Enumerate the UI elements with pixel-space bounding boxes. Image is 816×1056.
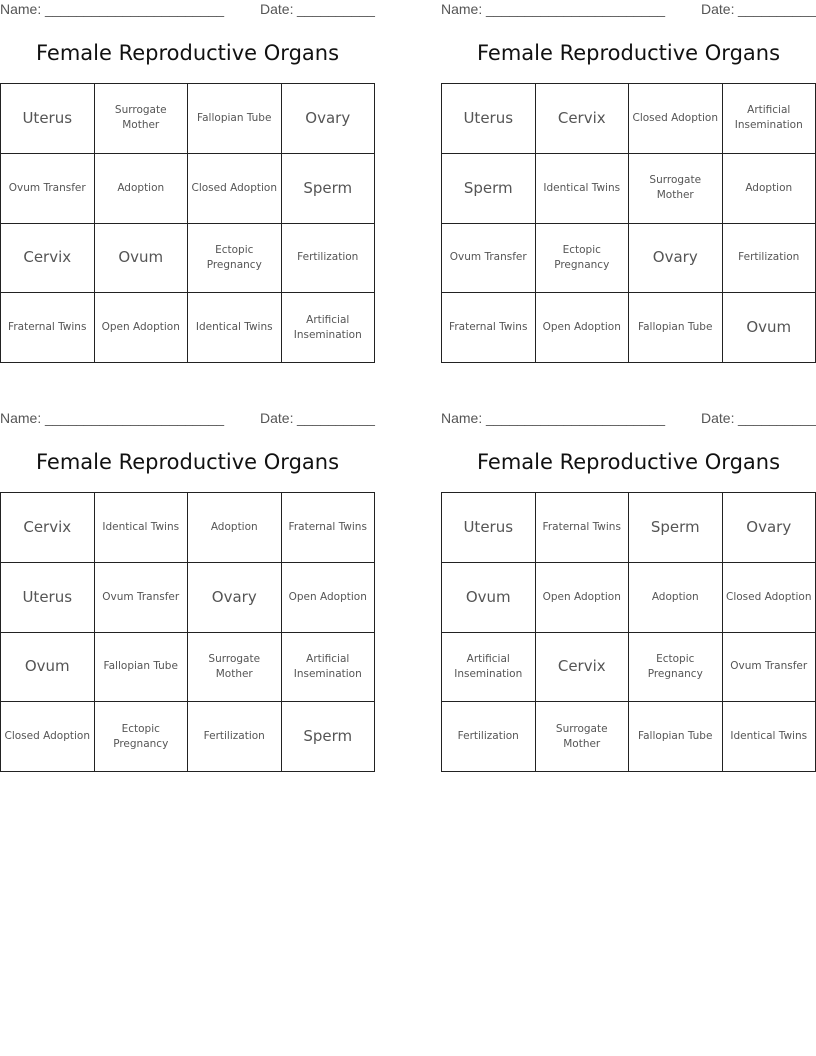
date-label: Date:: [260, 410, 294, 426]
bingo-cell: Surrogate Mother: [536, 702, 630, 772]
card-title: Female Reproductive Organs: [476, 41, 781, 65]
bingo-grid: [0, 492, 375, 772]
date-label: Date:: [701, 1, 735, 17]
bingo-cell: Cervix: [1, 224, 95, 294]
bingo-cell: Surrogate Mother: [629, 154, 723, 224]
date-field: __________: [297, 1, 375, 17]
bingo-cell: Adoption: [629, 563, 723, 633]
name-field: _______________________: [45, 410, 225, 426]
bingo-cell: Closed Adoption: [629, 84, 723, 154]
bingo-cell: Ectopic Pregnancy: [95, 702, 189, 772]
bingo-cell: Artificial Insemination: [282, 633, 376, 703]
bingo-cell: Ectopic Pregnancy: [629, 633, 723, 703]
bingo-cell: Cervix: [1, 493, 95, 563]
bingo-cell: Fertilization: [188, 702, 282, 772]
bingo-cell: Adoption: [723, 154, 816, 224]
date-label: Date:: [701, 410, 735, 426]
date-label: Date:: [260, 1, 294, 17]
name-label: Name:: [441, 1, 483, 17]
bingo-cell: Identical Twins: [188, 293, 282, 363]
bingo-cell: Adoption: [188, 493, 282, 563]
name-label: Name:: [441, 410, 483, 426]
bingo-cell: Open Adoption: [536, 563, 630, 633]
bingo-cell: Closed Adoption: [723, 563, 816, 633]
bingo-grid: [441, 83, 816, 363]
name-field: _______________________: [45, 1, 225, 17]
bingo-cell: Ovary: [282, 84, 376, 154]
bingo-cell: Fallopian Tube: [629, 702, 723, 772]
bingo-cell: Ovary: [188, 563, 282, 633]
bingo-cell: Ectopic Pregnancy: [188, 224, 282, 294]
bingo-cell: Cervix: [536, 84, 630, 154]
bingo-cell: Ovum Transfer: [723, 633, 816, 703]
bingo-cell: Uterus: [442, 493, 536, 563]
bingo-cell: Artificial Insemination: [723, 84, 816, 154]
bingo-cell: Uterus: [442, 84, 536, 154]
bingo-cell: Fraternal Twins: [1, 293, 95, 363]
bingo-cell: Open Adoption: [282, 563, 376, 633]
bingo-grid: [0, 83, 375, 363]
bingo-cell: Sperm: [629, 493, 723, 563]
bingo-cell: Uterus: [1, 563, 95, 633]
bingo-cell: Ovary: [629, 224, 723, 294]
bingo-cell: Open Adoption: [536, 293, 630, 363]
bingo-cell: Ovum: [723, 293, 816, 363]
bingo-cell: Artificial Insemination: [442, 633, 536, 703]
name-label: Name:: [0, 1, 42, 17]
bingo-cell: Sperm: [282, 154, 376, 224]
bingo-cell: Uterus: [1, 84, 95, 154]
bingo-cell: Closed Adoption: [1, 702, 95, 772]
name-field: _______________________: [486, 1, 666, 17]
bingo-cell: Open Adoption: [95, 293, 189, 363]
bingo-cell: Cervix: [536, 633, 630, 703]
bingo-grid: [441, 492, 816, 772]
name-field: _______________________: [486, 410, 666, 426]
bingo-cell: Closed Adoption: [188, 154, 282, 224]
bingo-cell: Fertilization: [442, 702, 536, 772]
card-header: [441, 410, 816, 430]
bingo-cell: Fertilization: [723, 224, 816, 294]
bingo-cell: Ovum: [95, 224, 189, 294]
card-header: [441, 1, 816, 21]
bingo-cell: Artificial Insemination: [282, 293, 376, 363]
bingo-cell: Fraternal Twins: [442, 293, 536, 363]
bingo-cell: Identical Twins: [723, 702, 816, 772]
bingo-cell: Ovum: [442, 563, 536, 633]
bingo-cell: Surrogate Mother: [188, 633, 282, 703]
bingo-cell: Sperm: [282, 702, 376, 772]
bingo-cell: Fertilization: [282, 224, 376, 294]
bingo-cell: Ectopic Pregnancy: [536, 224, 630, 294]
date-field: __________: [738, 1, 816, 17]
bingo-cell: Ovum Transfer: [442, 224, 536, 294]
card-title: Female Reproductive Organs: [35, 41, 340, 65]
date-field: __________: [297, 410, 375, 426]
bingo-cell: Surrogate Mother: [95, 84, 189, 154]
date-field: __________: [738, 410, 816, 426]
name-label: Name:: [0, 410, 42, 426]
bingo-cell: Adoption: [95, 154, 189, 224]
bingo-cell: Fraternal Twins: [282, 493, 376, 563]
bingo-cell: Ovum Transfer: [95, 563, 189, 633]
bingo-cell: Ovum Transfer: [1, 154, 95, 224]
bingo-cell: Identical Twins: [95, 493, 189, 563]
bingo-cell: Ovum: [1, 633, 95, 703]
bingo-cell: Fallopian Tube: [188, 84, 282, 154]
card-title: Female Reproductive Organs: [476, 450, 781, 474]
bingo-cell: Fallopian Tube: [95, 633, 189, 703]
bingo-cell: Ovary: [723, 493, 816, 563]
bingo-cell: Fraternal Twins: [536, 493, 630, 563]
bingo-cell: Identical Twins: [536, 154, 630, 224]
card-header: [0, 410, 375, 430]
card-header: [0, 1, 375, 21]
card-title: Female Reproductive Organs: [35, 450, 340, 474]
bingo-cell: Fallopian Tube: [629, 293, 723, 363]
bingo-cell: Sperm: [442, 154, 536, 224]
